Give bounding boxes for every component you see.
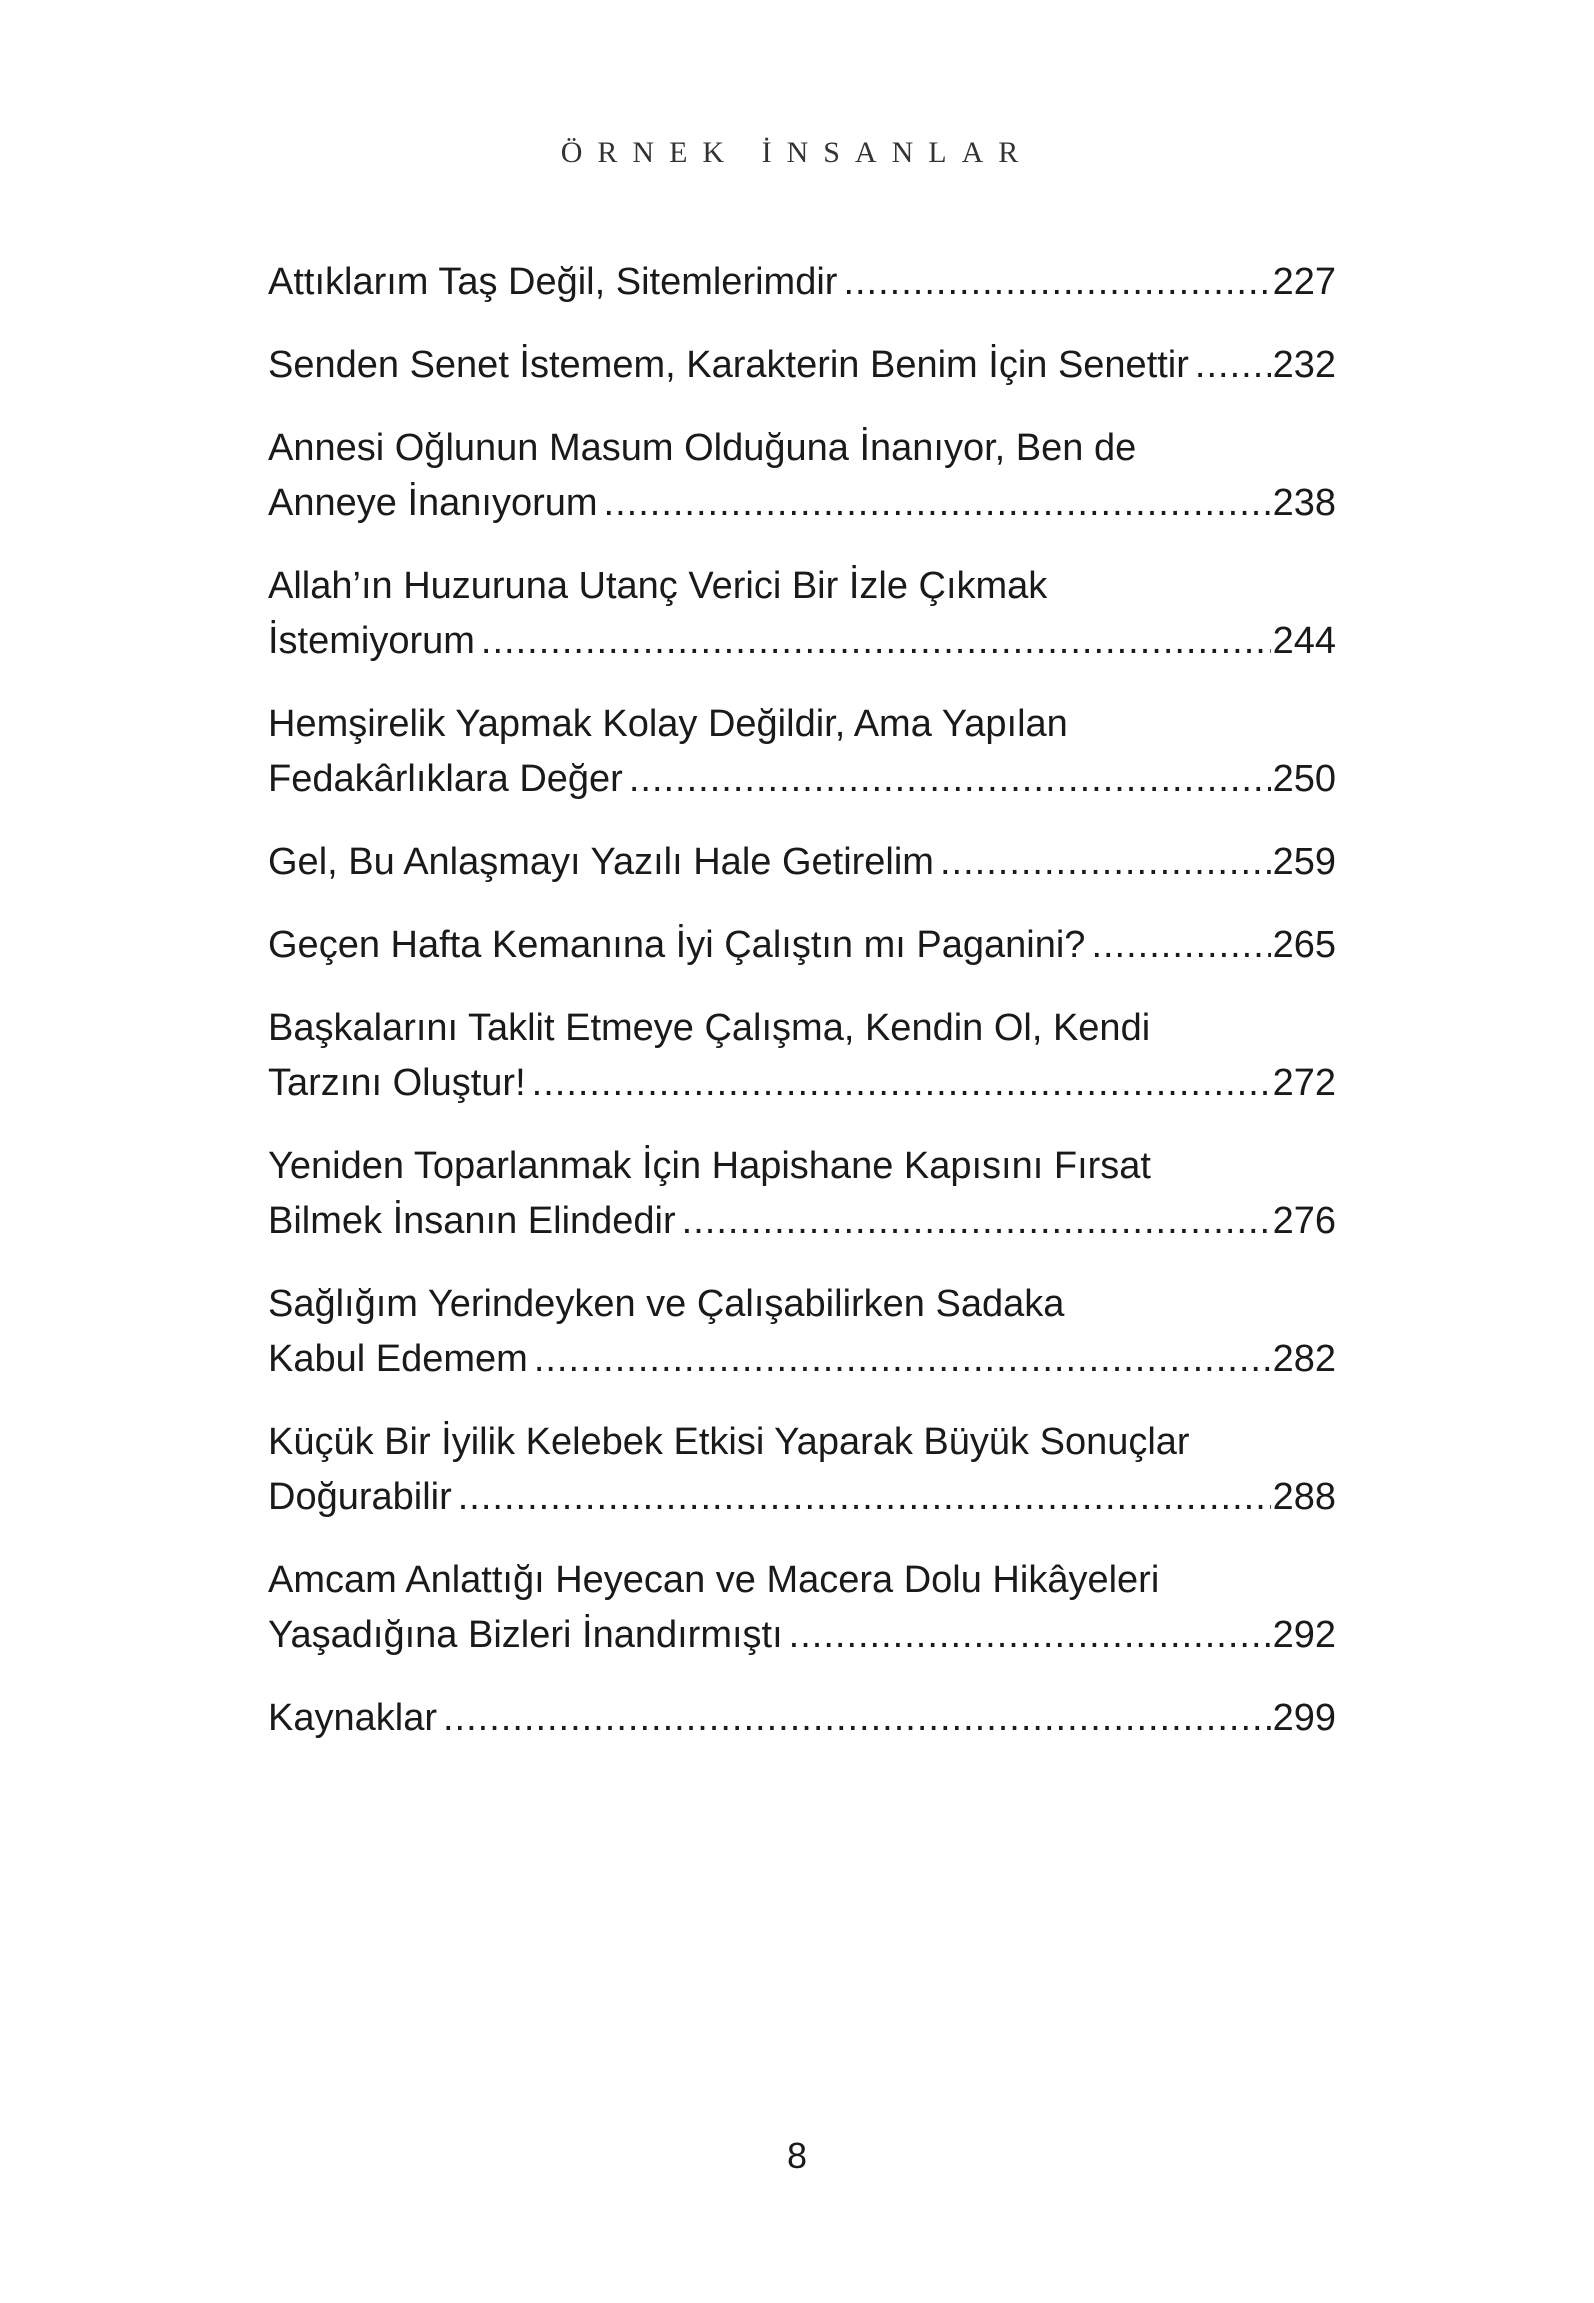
toc-entry-title: Kabul Edemem [268,1338,528,1380]
dot-leader [458,1470,1271,1525]
table-of-contents [268,255,1336,1774]
toc-entry-page: 276 [1272,1200,1336,1242]
toc-entry[interactable] [268,835,1336,890]
toc-entry-page: 272 [1272,1062,1336,1104]
toc-entry-line [268,338,1336,393]
toc-entry-page: 282 [1272,1338,1336,1380]
toc-entry-line [268,1608,1336,1663]
toc-entry-line [268,835,1336,890]
toc-entry-title: Gel, Bu Anlaşmayı Yazılı Hale Getirelim [268,841,934,883]
toc-entry-title: Yaşadığına Bizleri İnandırmıştı [268,1614,783,1656]
toc-entry-page: 299 [1272,1697,1336,1739]
toc-entry[interactable] [268,338,1336,393]
toc-entry-line [268,752,1336,807]
toc-entry-title: Sağlığım Yerindeyken ve Çalışabilirken Sadaka [268,1283,1065,1325]
toc-entry-line [268,1056,1336,1111]
toc-entry[interactable] [268,1139,1336,1249]
toc-entry-line [268,614,1336,669]
toc-entry[interactable] [268,918,1336,973]
toc-entry-line [268,255,1336,310]
toc-entry-title: Yeniden Toparlanmak İçin Hapishane Kapısını Fırsat [268,1145,1151,1187]
toc-entry-page: 244 [1272,620,1336,662]
running-head: ÖRNEK İNSANLAR [560,136,1034,169]
toc-entry[interactable] [268,1001,1336,1111]
dot-leader [940,835,1271,890]
toc-entry-page: 232 [1272,344,1336,386]
dot-leader [604,476,1271,531]
toc-entry[interactable] [268,1277,1336,1387]
toc-entry-title: Attıklarım Taş Değil, Sitemlerimdir [268,261,838,303]
page-number: 8 [786,2135,808,2176]
toc-entry-title: İstemiyorum [268,620,475,662]
toc-entry-line [268,697,1336,752]
toc-entry-title: Bilmek İnsanın Elindedir [268,1200,676,1242]
toc-entry-title: Senden Senet İstemem, Karakterin Benim İçin Senettir [268,344,1189,386]
dot-leader [1091,918,1270,973]
dot-leader [843,255,1270,310]
toc-entry-title: Geçen Hafta Kemanına İyi Çalıştın mı Paganini? [268,924,1086,966]
toc-entry-page: 265 [1272,924,1336,966]
toc-entry-title: Allah’ın Huzuruna Utanç Verici Bir İzle Çıkmak [268,565,1048,607]
toc-entry-title: Hemşirelik Yapmak Kolay Değildir, Ama Yapılan [268,703,1068,745]
toc-entry-page: 288 [1272,1476,1336,1518]
toc-entry-title: Fedakârlıklara Değer [268,758,623,800]
toc-entry-title: Başkalarını Taklit Etmeye Çalışma, Kendin Ol, Kendi [268,1007,1151,1049]
dot-leader [443,1691,1271,1746]
toc-entry[interactable] [268,255,1336,310]
toc-entry-title: Doğurabilir [268,1476,452,1518]
toc-entry-line [268,1332,1336,1387]
toc-entry[interactable] [268,1691,1336,1746]
toc-entry-title: Amcam Anlattığı Heyecan ve Macera Dolu Hikâyeleri [268,1559,1160,1601]
toc-entry-page: 227 [1272,261,1336,303]
toc-entry[interactable] [268,559,1336,669]
toc-entry-line [268,1553,1336,1608]
dot-leader [481,614,1271,669]
toc-entry-title: Anneye İnanıyorum [268,482,598,524]
dot-leader [682,1194,1271,1249]
toc-entry-line [268,1194,1336,1249]
toc-entry-line [268,1139,1336,1194]
toc-entry-page: 238 [1272,482,1336,524]
toc-entry[interactable] [268,697,1336,807]
toc-entry-line [268,559,1336,614]
toc-entry-line [268,1470,1336,1525]
toc-entry-title: Tarzını Oluştur! [268,1062,526,1104]
toc-entry[interactable] [268,421,1336,531]
toc-entry-line [268,1691,1336,1746]
dot-leader [789,1608,1271,1663]
dot-leader [534,1332,1271,1387]
toc-entry-page: 259 [1272,841,1336,883]
toc-entry-line [268,1277,1336,1332]
toc-entry[interactable] [268,1553,1336,1663]
dot-leader [532,1056,1271,1111]
toc-entry-line [268,1415,1336,1470]
toc-entry-line [268,1001,1336,1056]
toc-entry-page: 250 [1272,758,1336,800]
toc-entry-title: Annesi Oğlunun Masum Olduğuna İnanıyor, Ben de [268,427,1137,469]
toc-entry[interactable] [268,1415,1336,1525]
toc-entry-line [268,918,1336,973]
dot-leader [1195,338,1271,393]
toc-entry-line [268,476,1336,531]
dot-leader [629,752,1271,807]
toc-entry-title: Kaynaklar [268,1697,437,1739]
toc-entry-title: Küçük Bir İyilik Kelebek Etkisi Yaparak Büyük Sonuçlar [268,1421,1190,1463]
toc-entry-page: 292 [1272,1614,1336,1656]
toc-entry-line [268,421,1336,476]
